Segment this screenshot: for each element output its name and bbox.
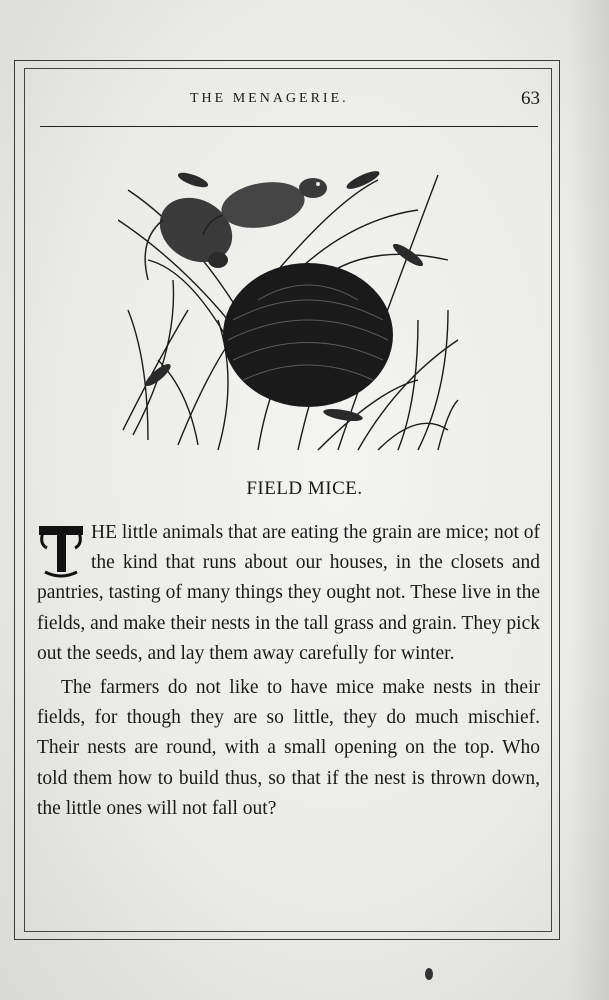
header-rule [40,126,538,127]
paragraph-2: The farmers do not like to have mice make nests in their fields, for though they are so little, they do much mischief. Their nests are round, with a small opening on the top. Who told them how to build thus, so that if the nest is thrown down, the little ones will not fall out? [37,677,540,819]
body-text [37,518,540,824]
page-edge-shadow [569,0,609,1000]
field-mice-illustration [118,160,463,455]
running-title: THE MENAGERIE. [190,91,349,106]
running-head [40,88,540,112]
ornamental-drop-cap [37,522,85,578]
paragraph-1: HE little animals that are eating the grain are mice; not of the kind that runs about our houses, in the closets and pantries, tasting of many things they ought not. These live in the fields, and make their nests in the tall grass and grain. They pick out the seeds, and lay them away carefully for winter. [37,522,540,664]
ink-blot [425,968,433,980]
illustration-caption: FIELD MICE. [246,478,363,499]
page-number: 63 [521,88,540,109]
